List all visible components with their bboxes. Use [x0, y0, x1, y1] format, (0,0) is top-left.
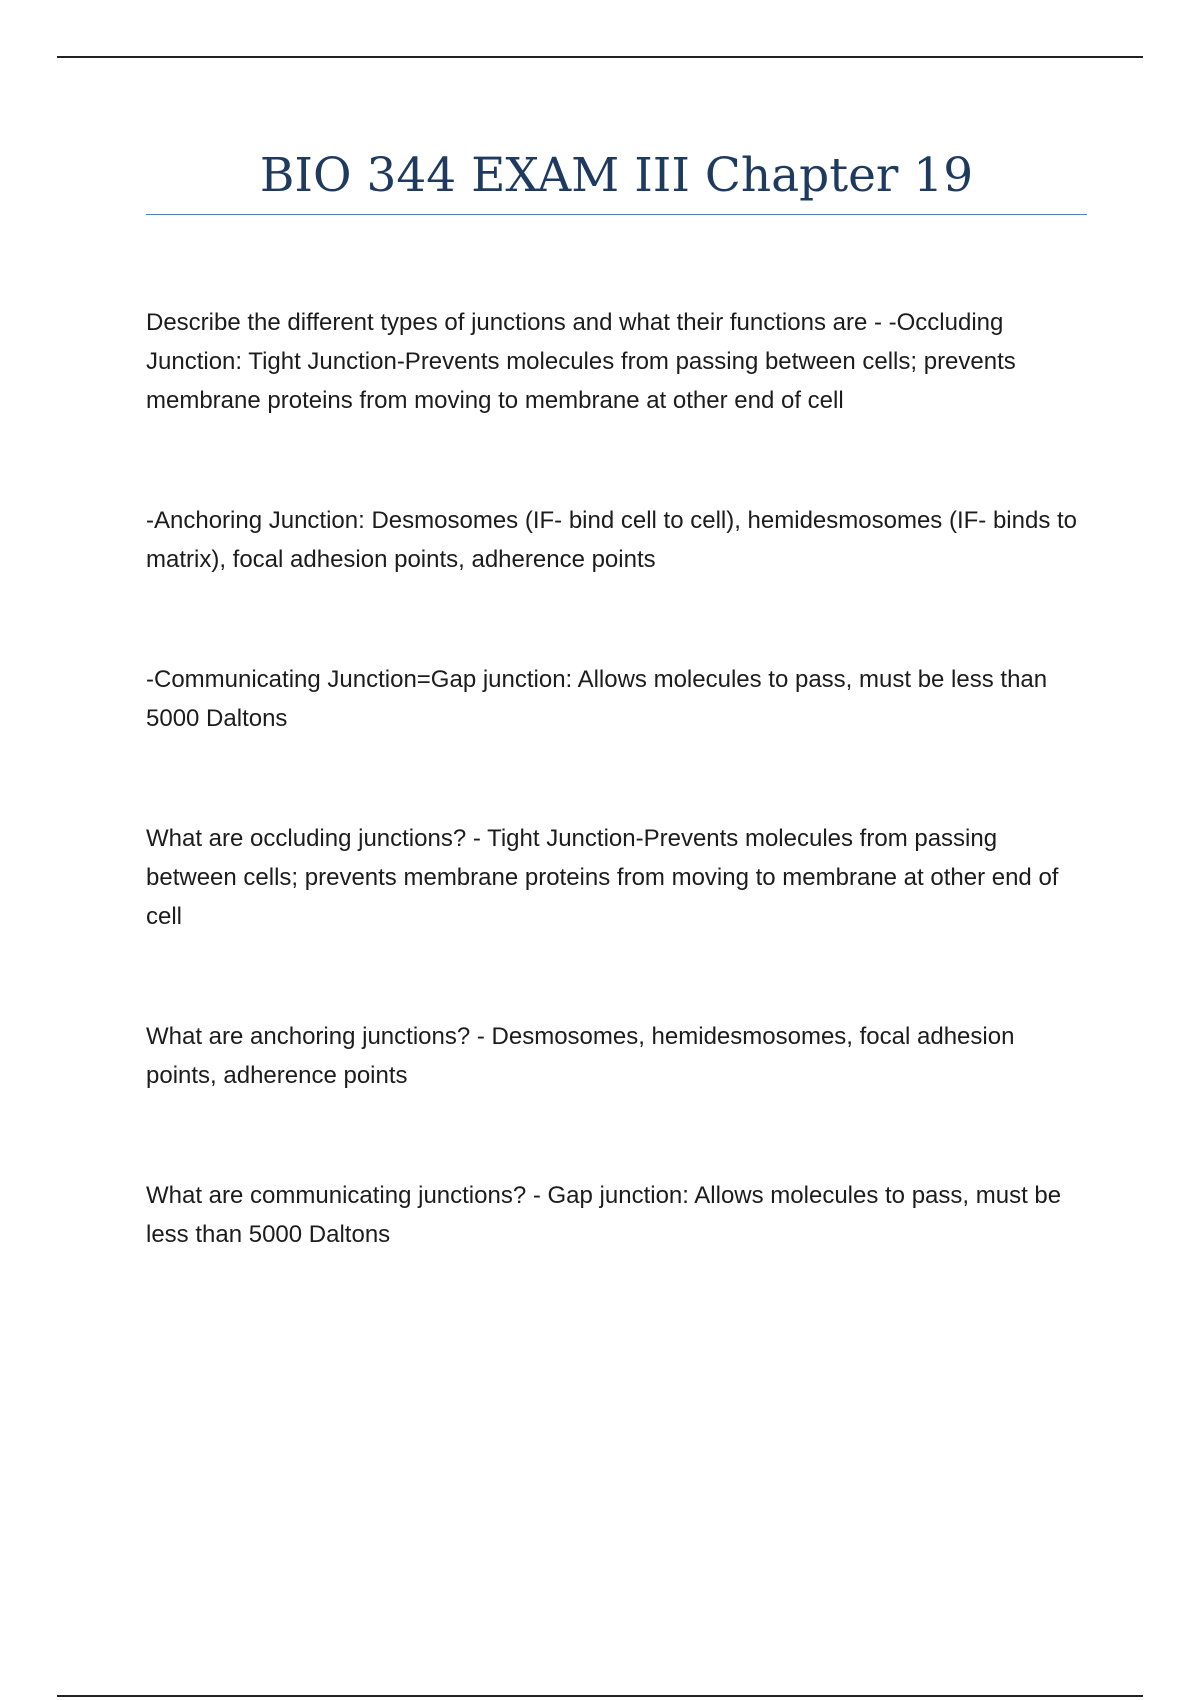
document-body — [146, 303, 1091, 1335]
paragraph-communicating-question: What are communicating junctions? - Gap junction: Allows molecules to pass, must be less than 5000 Daltons — [146, 1182, 1062, 1248]
document-title: BIO 344 EXAM III Chapter 19 — [259, 148, 974, 203]
page-bottom-rule — [57, 1695, 1143, 1697]
title-underline — [146, 214, 1087, 215]
page-top-rule — [57, 56, 1143, 58]
paragraph-communicating-junction: -Communicating Junction=Gap junction: Allows molecules to pass, must be less than 5000 Daltons — [146, 666, 1048, 732]
paragraph-junction-types: Describe the different types of junctions and what their functions are - -Occluding Junction: Tight Junction-Prevents molecules from passing between cells; prevents membrane proteins from moving to membrane at other end of cell — [146, 309, 1016, 414]
paragraph-anchoring-junction: -Anchoring Junction: Desmosomes (IF- bind cell to cell), hemidesmosomes (IF- binds to matrix), focal adhesion points, adherence points — [146, 507, 1078, 573]
paragraph-occluding-question: What are occluding junctions? - Tight Junction-Prevents molecules from passing between cells; prevents membrane proteins from moving to membrane at other end of cell — [146, 825, 1059, 930]
paragraph-anchoring-question: What are anchoring junctions? - Desmosomes, hemidesmosomes, focal adhesion points, adherence points — [146, 1023, 1015, 1089]
